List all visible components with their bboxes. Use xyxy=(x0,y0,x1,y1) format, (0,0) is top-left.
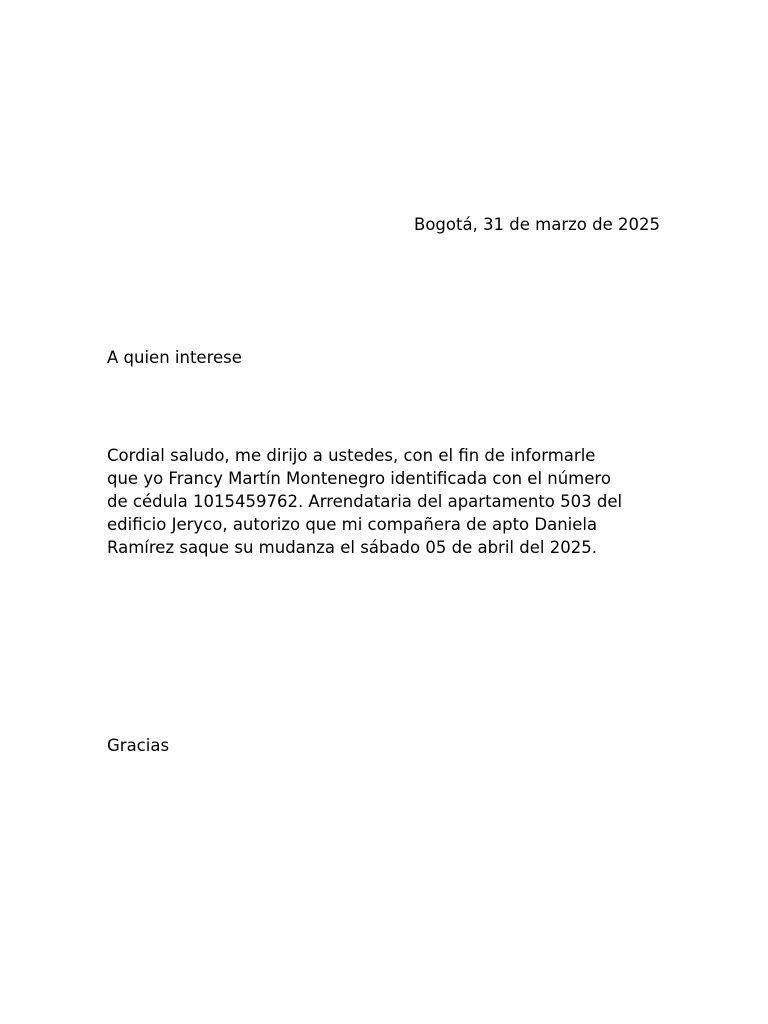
letter-date: Bogotá, 31 de marzo de 2025 xyxy=(414,215,660,234)
letter-body xyxy=(107,444,667,559)
letter-salutation: A quien interese xyxy=(107,348,242,367)
body-line: edificio Jeryco, autorizo que mi compañera de apto Daniela xyxy=(107,515,598,534)
body-line: Ramírez saque su mudanza el sábado 05 de abril del 2025. xyxy=(107,538,597,557)
body-line: de cédula 1015459762. Arrendataria del apartamento 503 del xyxy=(107,492,623,511)
letter-closing: Gracias xyxy=(107,736,170,755)
body-line: Cordial saludo, me dirijo a ustedes, con el fin de informarle xyxy=(107,446,596,465)
body-line: que yo Francy Martín Montenegro identificada con el número xyxy=(107,469,611,488)
